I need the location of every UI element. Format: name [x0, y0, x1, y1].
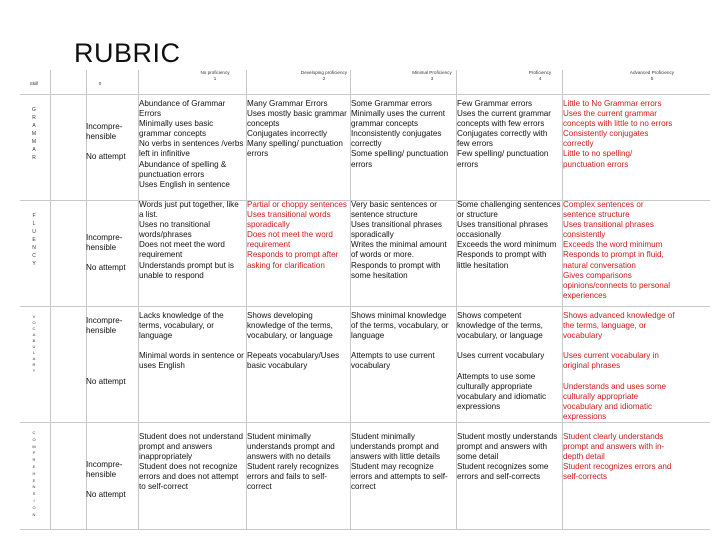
- grid-line: [20, 422, 710, 423]
- fluency-level-4: Some challenging sentences or structure Uses transitional phrases occasionally Exceeds the word minimum Responds to prompt with little hesitation: [457, 200, 561, 270]
- header-score-0: 0: [98, 81, 102, 86]
- row-fluency-score0: Incompre- hensible No attempt: [86, 233, 126, 273]
- vocabulary-level-1: Lacks knowledge of the terms, vocabulary, or language Minimal words in sentence or uses English: [139, 311, 244, 371]
- rubric-table: [20, 70, 710, 530]
- comprehension-level-4: Student mostly understands prompt and answers with some detail Student recognizes some errors and self-corrects: [457, 432, 558, 482]
- row-grammar-score0: Incompre- hensible No attempt: [86, 122, 126, 162]
- row-comprehension-score0: Incompre- hensible No attempt: [86, 460, 126, 500]
- skill-label-comprehension: C O M P R E H E N S I O N: [32, 430, 36, 517]
- skill-label-fluency: F L U E N C Y: [32, 213, 36, 267]
- fluency-level-1: Words just put together, like a list. Uses no transitional words/phrases Does not meet the word requirement Understands prompt but is unable to respond: [139, 200, 239, 280]
- comprehension-level-5: Student clearly understands prompt and answers with in-depth detail Student recognizes errors and self-corrects: [563, 432, 672, 482]
- vocabulary-level-4: Shows competent knowledge of the terms, vocabulary, or language Uses current vocabulary Attempts to use some culturally appropriate vocabulary and idiomatic expressions: [457, 311, 547, 411]
- grid-line: [20, 306, 710, 307]
- page-title: RUBRIC: [74, 38, 181, 68]
- grid-line: [20, 94, 710, 95]
- header-level-3: Minimal Proficiency 3: [412, 70, 452, 81]
- header-level-4: Proficiency 4: [528, 70, 552, 81]
- vocabulary-level-3: Shows minimal knowledge of the terms, vocabulary, or language Attempts to use current vocabulary: [351, 311, 449, 371]
- header-level-2: Developing proficiency 2: [300, 70, 348, 81]
- comprehension-level-1: Student does not understand prompt and answers inappropriately Student does not recognize errors and does not attempt to self-correct: [139, 432, 243, 492]
- grammar-level-1: Abundance of Grammar Errors Minimally uses basic grammar concepts No verbs in sentences /verbs left in infinitive Abundance of spelling & punctuation errors Uses English in sentence: [139, 99, 244, 189]
- grid-line: [20, 529, 710, 530]
- grammar-level-4: Few Grammar errors Uses the current grammar concepts with few errors Conjugates correctly with few errors Few spelling/ punctuation errors: [457, 99, 552, 169]
- header-level-1: No proficiency 1: [200, 70, 230, 81]
- header-skill: Skill: [29, 81, 39, 86]
- grid-line: [50, 70, 51, 530]
- vocabulary-level-2: Shows developing knowledge of the terms, vocabulary, or language Repeats vocabulary/Uses basic vocabulary: [247, 311, 340, 371]
- skill-label-grammar: G R A M M A R: [31, 107, 37, 161]
- grammar-level-5: Little to No Grammar errors Uses the current grammar concepts with little to no errors Consistently conjugates correctly Little to no spelling/ punctuation errors: [563, 99, 673, 169]
- comprehension-level-2: Student minimally understands prompt and answers with no details Student rarely recognizes errors and fails to self-correct: [247, 432, 339, 492]
- fluency-level-3: Very basic sentences or sentence structure Uses transitional phrases sporadically Writes the minimal amount of words or more. Responds to prompt with some hesitation: [351, 200, 447, 280]
- vocabulary-level-5: Shows advanced knowledge of the terms, language, or vocabulary Uses current vocabulary in original phrases Understands and uses some culturally appropriate vocabulary and idiomatic expressions: [563, 311, 675, 421]
- row-vocabulary-score0: Incompre- hensible No attempt: [86, 316, 126, 386]
- skill-label-vocabulary: V O C A B U L A R Y: [32, 314, 36, 373]
- header-level-5: Advanced Proficiency 5: [629, 70, 675, 81]
- grammar-level-2: Many Grammar Errors Uses mostly basic grammar concepts Conjugates incorrectly Many spelling/ punctuation errors: [247, 99, 347, 159]
- comprehension-level-3: Student minimally understands prompt and answers with little details Student may recognize errors and attempts to self-correct: [351, 432, 448, 492]
- grammar-level-3: Some Grammar errors Minimally uses the current grammar concepts Inconsistently conjugates correctly Some spelling/ punctuation errors: [351, 99, 449, 169]
- fluency-level-5: Complex sentences or sentence structure Uses transitional phrases consistently Exceeds the word minimum Responds to prompt in fluid, natural conversation Gives comparisons opinions/connects to personal experiences: [563, 200, 671, 300]
- fluency-level-2: Partial or choppy sentences Uses transitional words sporadically Does not meet the word requirement Responds to prompt after asking for clarification: [247, 200, 347, 270]
